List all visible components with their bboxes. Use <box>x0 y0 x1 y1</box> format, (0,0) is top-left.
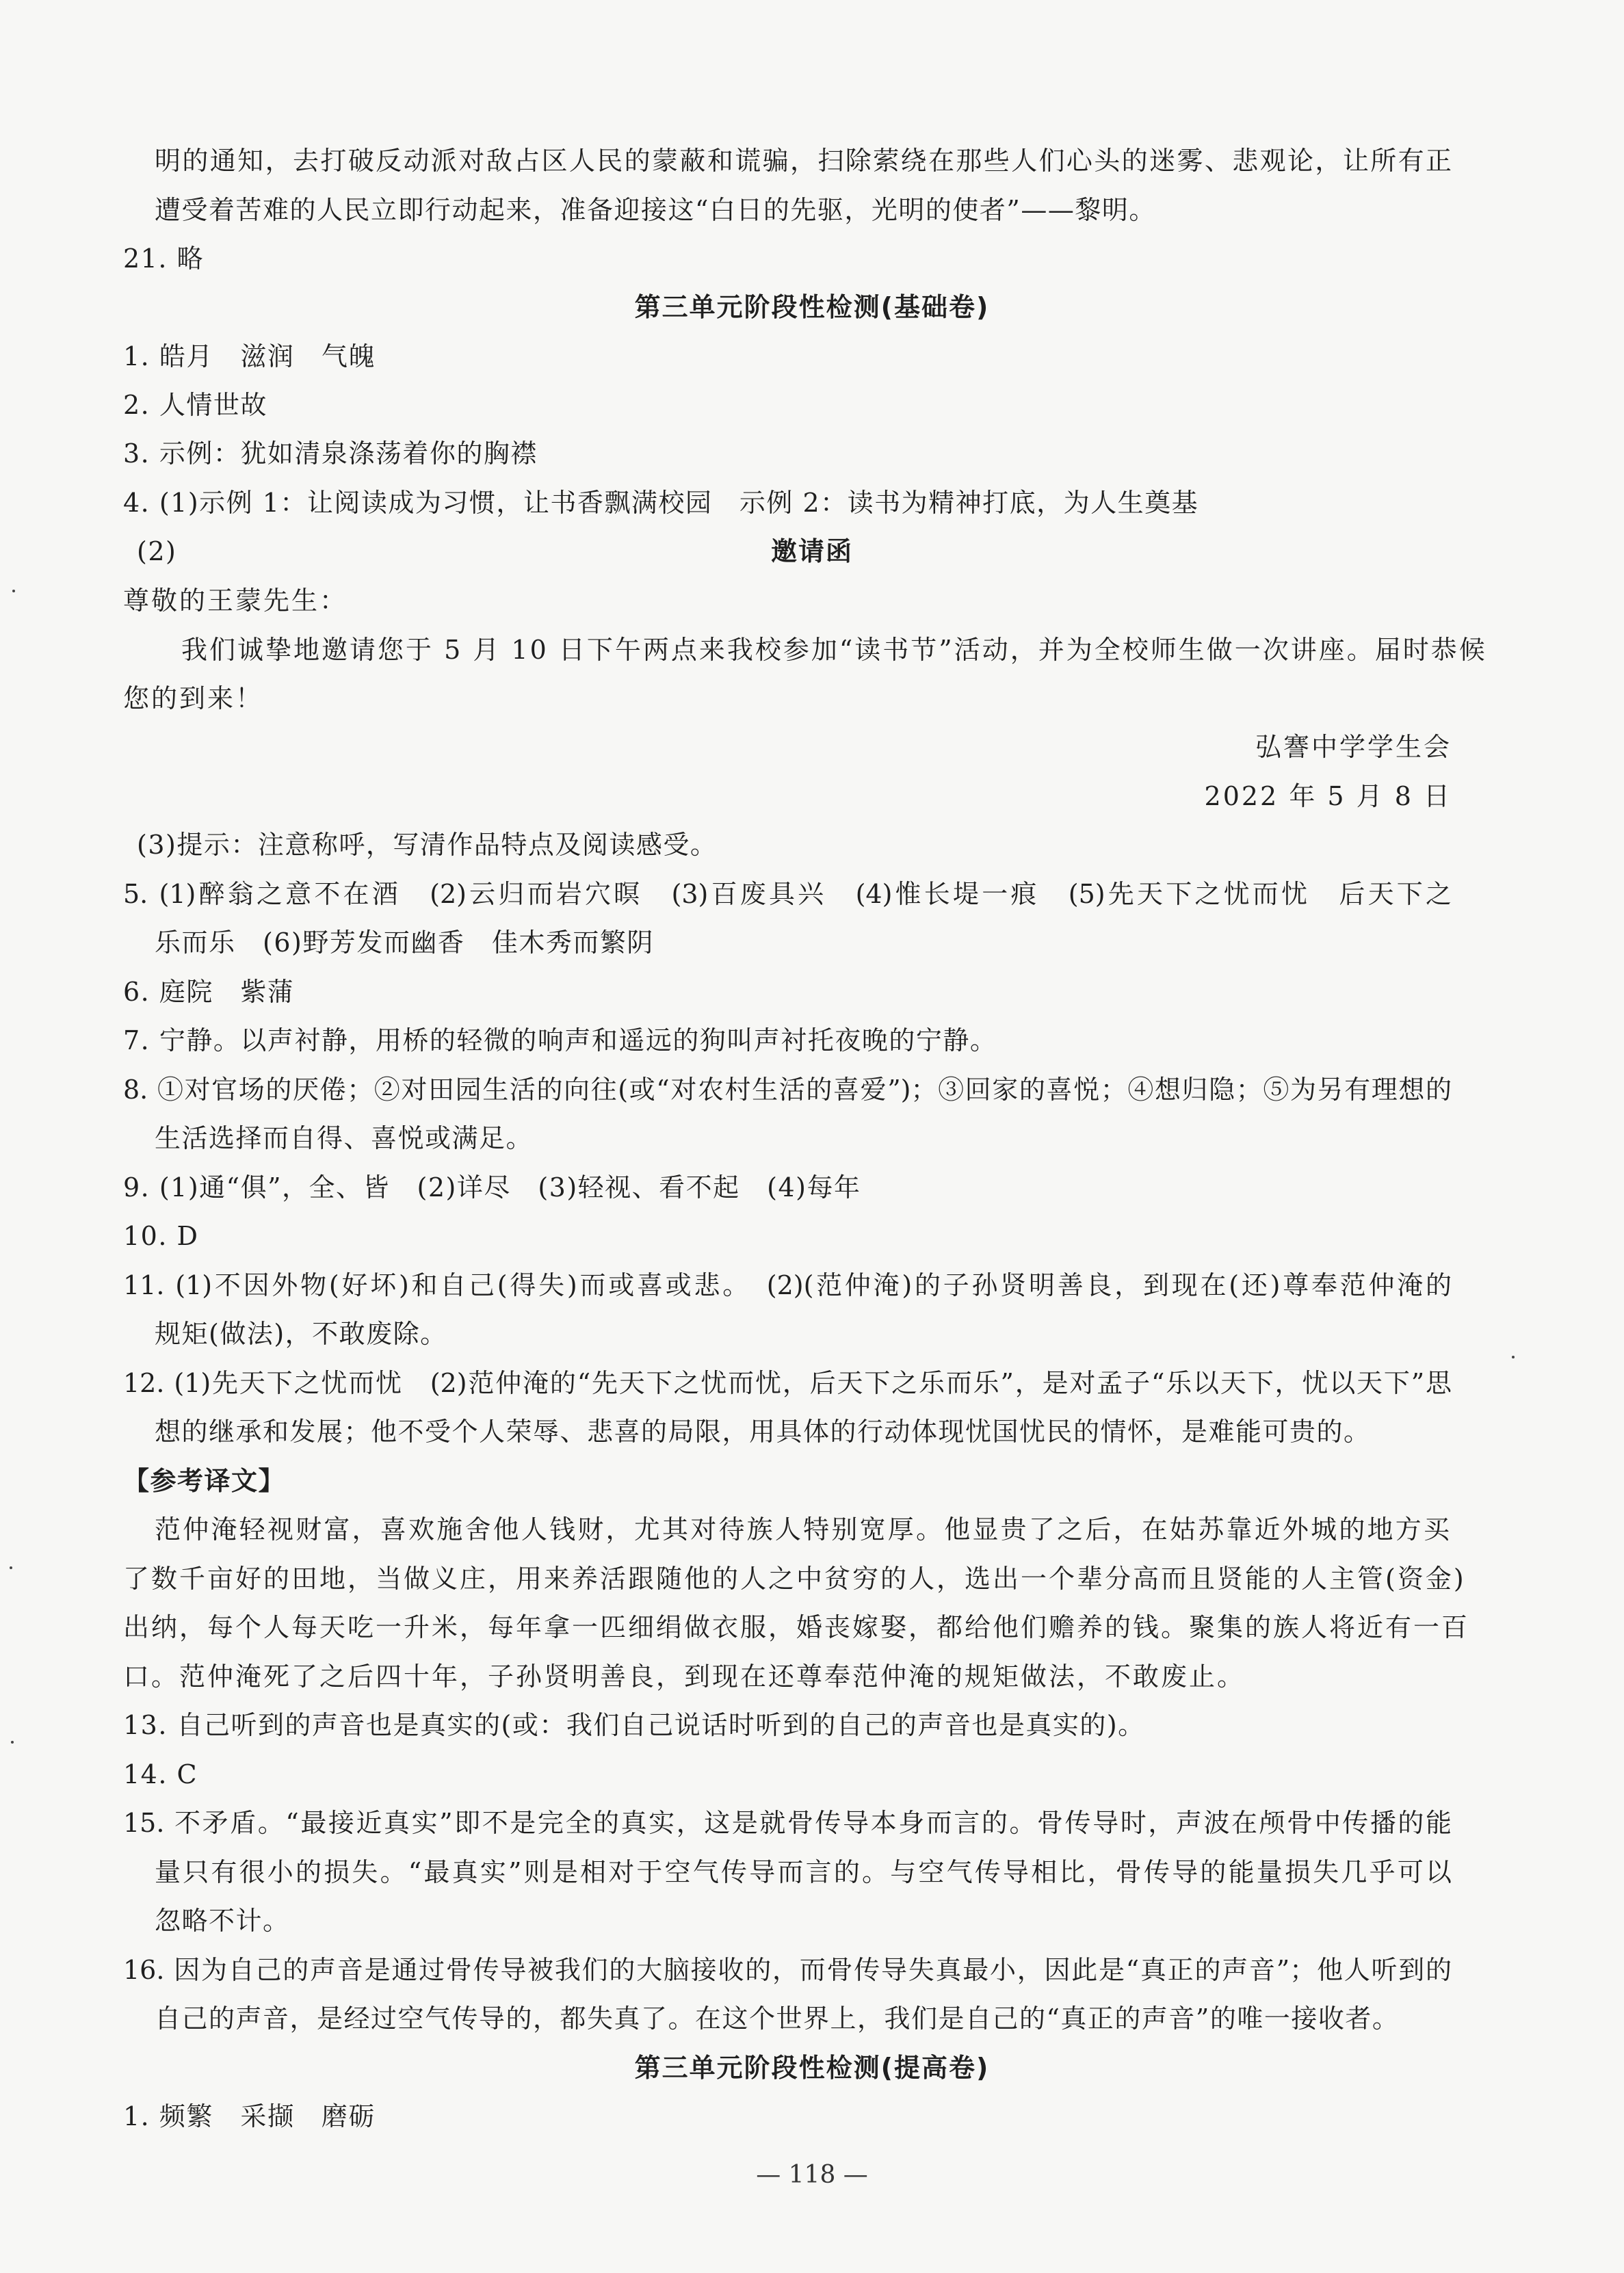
text-line: 明的通知，去打破反动派对敌占区人民的蒙蔽和谎骗，扫除萦绕在那些人们心头的迷雾、悲观论，让所有正 <box>155 146 1452 176</box>
invitation-signature: 弘謇中学学生会 <box>1255 732 1452 762</box>
answer-16: 自己的声音，是经过空气传导的，都失真了。在这个世界上，我们是自己的“真正的声音”的唯一接收者。 <box>155 2003 1400 2034</box>
answer-21: 21. 略 <box>123 244 205 274</box>
answer-15: 量只有很小的损失。“最真实”则是相对于空气传导而言的。与空气传导相比，骨传导的能量损失几乎可以 <box>155 1857 1452 1887</box>
answer-11: 11. (1)不因外物(好坏)和自己(得失)而或喜或悲。 (2)(范仲淹)的子孙贤明善良，到现在(还)尊奉范仲淹的 <box>123 1270 1452 1300</box>
answer-16: 16. 因为自己的声音是通过骨传导被我们的大脑接收的，而骨传导失真最小，因此是“真正的声音”；他人听到的 <box>123 1955 1452 1985</box>
answer-4-part3: (3)提示：注意称呼，写清作品特点及阅读感受。 <box>137 830 718 860</box>
page-number: — 118 — <box>756 2161 868 2189</box>
reference-translation: 范仲淹轻视财富，喜欢施舍他人钱财，尤其对待族人特别宽厚。他显贵了之后，在姑苏靠近外城的地方买 <box>155 1514 1452 1545</box>
reference-translation-label: 【参考译文】 <box>123 1466 286 1496</box>
scan-speck <box>10 1566 12 1569</box>
answer-12: 12. (1)先天下之忧而忧 (2)范仲淹的“先天下之忧而忧，后天下之乐而乐”，是对孟子“乐以天下，忧以天下”思 <box>123 1368 1452 1398</box>
answer-11: 规矩(做法)，不敢废除。 <box>155 1319 447 1349</box>
answer-1-advanced: 1. 频繁 采撷 磨砺 <box>123 2101 376 2131</box>
answer-4-part2: (2) <box>137 536 177 566</box>
reference-translation: 口。范仲淹死了之后四十年，子孙贤明善良，到现在还尊奉范仲淹的规矩做法，不敢废止。 <box>123 1661 1246 1692</box>
invitation-body: 我们诚挚地邀请您于 5 月 10 日下午两点来我校参加“读书节”活动，并为全校师生做一次讲座。届时恭候 <box>181 635 1487 665</box>
section-heading-advanced: 第三单元阶段性检测(提高卷) <box>634 2053 990 2083</box>
scan-speck <box>11 1741 14 1744</box>
answer-10: 10. D <box>123 1221 199 1251</box>
reference-translation: 出纳，每个人每天吃一升米，每年拿一匹细绢做衣服，婚丧嫁娶，都给他们赡养的钱。聚集的族人将近有一百 <box>123 1612 1470 1642</box>
invitation-body: 您的到来！ <box>123 683 264 713</box>
invitation-salutation: 尊敬的王蒙先生： <box>123 586 348 616</box>
answer-4: 4. (1)示例 1：让阅读成为习惯，让书香飘满校园 示例 2：读书为精神打底，为人生奠基 <box>123 488 1199 518</box>
answer-15: 忽略不计。 <box>155 1906 290 1936</box>
scan-speck <box>12 590 15 592</box>
scan-speck <box>1512 1356 1515 1358</box>
reference-translation: 了数千亩好的田地，当做义庄，用来养活跟随他的人之中贫穷的人，选出一个辈分高而且贤能的人主管(资金) <box>123 1564 1466 1594</box>
answer-7: 7. 宁静。以声衬静，用桥的轻微的响声和遥远的狗叫声衬托夜晚的宁静。 <box>123 1025 997 1055</box>
answer-3: 3. 示例：犹如清泉涤荡着你的胸襟 <box>123 438 538 469</box>
answer-5: 5. (1)醉翁之意不在酒 (2)云归而岩穴暝 (3)百废具兴 (4)惟长堤一痕 (5)先天下之忧而忧 后天下之 <box>123 879 1452 909</box>
answer-15: 15. 不矛盾。“最接近真实”即不是完全的真实，这是就骨传导本身而言的。骨传导时，声波在颅骨中传播的能 <box>123 1808 1452 1838</box>
answer-13: 13. 自己听到的声音也是真实的(或：我们自己说话时听到的自己的声音也是真实的)。 <box>123 1710 1145 1740</box>
invitation-date: 2022 年 5 月 8 日 <box>1204 781 1452 811</box>
answer-9: 9. (1)通“俱”，全、皆 (2)详尽 (3)轻视、看不起 (4)每年 <box>123 1172 861 1203</box>
answer-1: 1. 皓月 滋润 气魄 <box>123 341 376 371</box>
answer-2: 2. 人情世故 <box>123 390 267 420</box>
answer-8: 生活选择而自得、喜悦或满足。 <box>155 1123 534 1153</box>
answer-14: 14. C <box>123 1759 198 1789</box>
invitation-title: 邀请函 <box>770 536 853 566</box>
section-heading-basic: 第三单元阶段性检测(基础卷) <box>634 292 990 322</box>
text-line: 遭受着苦难的人民立即行动起来，准备迎接这“白日的先驱，光明的使者”——黎明。 <box>155 195 1156 225</box>
answer-12: 想的继承和发展；他不受个人荣辱、悲喜的局限，用具体的行动体现忧国忧民的情怀，是难能可贵的。 <box>155 1417 1371 1447</box>
answer-8: 8. ①对官场的厌倦；②对田园生活的向往(或“对农村生活的喜爱”)；③回家的喜悦；④想归隐；⑤为另有理想的 <box>123 1075 1452 1105</box>
answer-5: 乐而乐 (6)野芳发而幽香 佳木秀而繁阴 <box>155 928 654 958</box>
answer-6: 6. 庭院 紫蒲 <box>123 977 295 1007</box>
